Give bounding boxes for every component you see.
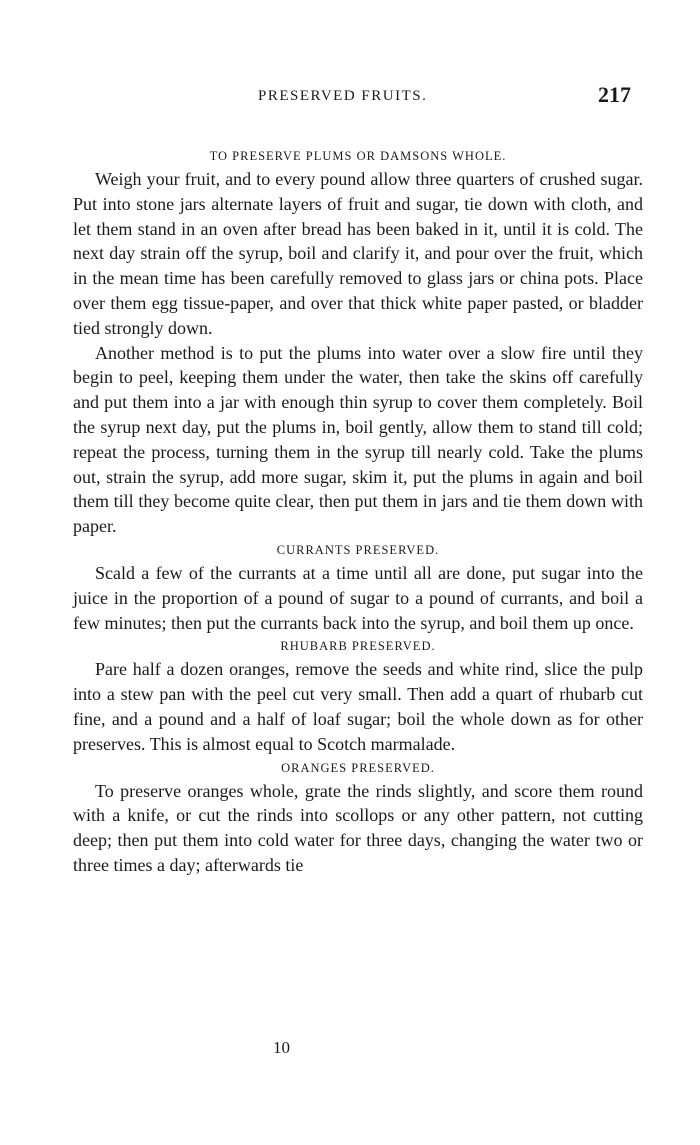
running-title: PRESERVED FRUITS.: [258, 88, 428, 104]
section-title-plums: TO PRESERVE PLUMS OR DAMSONS WHOLE.: [209, 149, 507, 163]
body-text: [73, 145, 643, 878]
paragraph-rhubarb: Pare half a dozen oranges, remove the seeds and white rind, slice the pulp into a stew pan with the peel cut very small. Then add a quart of rhubarb cut fine, and a pound and a half of loaf sugar; boil the whole down as for other preserves. This is almost equal to Scotch marmalade.: [73, 659, 643, 754]
running-head: [73, 82, 643, 112]
section-title-oranges: ORANGES PRESERVED.: [281, 760, 435, 775]
paragraph-currants: Scald a few of the currants at a time until all are done, put sugar into the juice in the proportion of a pound of sugar to a pound of currants, and boil a few minutes; then put the currants back into the syrup, and boil them up once.: [73, 562, 643, 633]
paragraph-plums-1: Weigh your fruit, and to every pound allow three quarters of crushed sugar. Put into stone jars alternate layers of fruit and sugar, tie down with cloth, and let them stand in an oven after bread has been baked in it, until it is cold. The next day strain off the syrup, boil and clarify it, and pour over the fruit, which in the mean time has been carefully removed to glass jars or china pots. Place over them egg tissue-paper, and over that thick white paper pasted, or bladder tied strongly down.: [73, 169, 643, 338]
page-number: 217: [598, 82, 631, 107]
signature-mark: 10: [273, 1038, 290, 1057]
paragraph-oranges: To preserve oranges whole, grate the rinds slightly, and score them round with a knife, or cut the rinds into scollops or any other pattern, not cutting deep; then put them into cold water for three days, changing the water two or three times a day; afterwards tie: [73, 780, 643, 875]
book-page: [73, 0, 643, 1145]
section-title-currants: CURRANTS PRESERVED.: [276, 542, 440, 557]
section-title-rhubarb: RHUBARB PRESERVED.: [280, 639, 436, 654]
paragraph-plums-2: Another method is to put the plums into water over a slow fire until they begin to peel, keeping them under the water, then take the skins off carefully and put them into a jar with enough thin syrup to cover them completely. Boil the syrup next day, put the plums in, boil gently, allow them to stand till cold; repeat the process, turning them in the syrup till nearly cold. Take the plums out, strain the syrup, add more sugar, skim it, put the plums in again and boil them till they become quite clear, then put them in jars and tie them down with paper.: [73, 342, 643, 537]
